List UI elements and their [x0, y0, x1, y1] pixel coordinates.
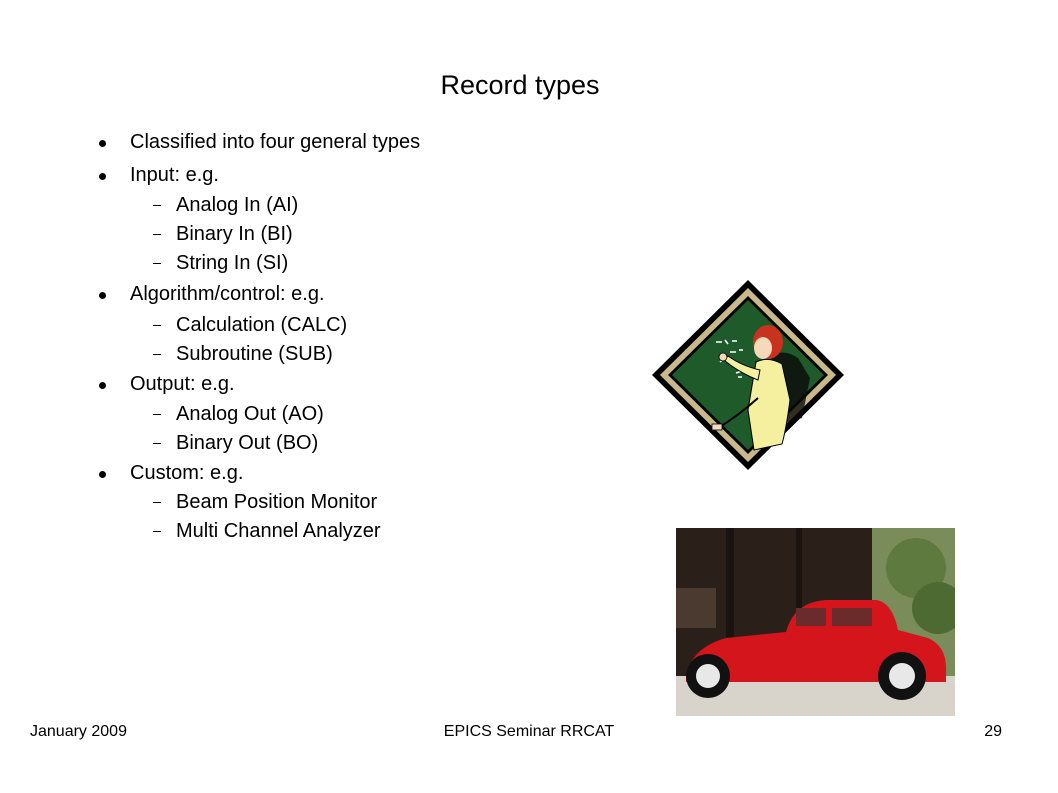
- sub-bullet-item: [176, 251, 288, 275]
- sub-bullet-item: [176, 193, 298, 217]
- sub-bullet-text: Multi Channel Analyzer: [176, 520, 381, 542]
- sub-bullet-item: [176, 431, 318, 455]
- slide-title: Record types: [440, 70, 600, 100]
- dash-icon: [153, 531, 161, 532]
- bullet-text: Algorithm/control: e.g.: [130, 283, 325, 305]
- sub-bullet-text: Analog Out (AO): [176, 403, 324, 425]
- bullet-dot-icon: [99, 471, 106, 478]
- footer-event: EPICS Seminar RRCAT: [443, 723, 615, 740]
- sub-bullet-text: Binary In (BI): [176, 223, 293, 245]
- sub-bullet-item: [176, 222, 293, 246]
- dash-icon: [153, 325, 161, 326]
- red-vintage-car-photo: [676, 528, 955, 716]
- sub-bullet-item: [176, 490, 377, 514]
- bullet-text: Output: e.g.: [130, 373, 235, 395]
- bullet-item: [130, 372, 235, 396]
- bullet-item: [130, 130, 420, 154]
- sub-bullet-text: String In (SI): [176, 252, 289, 274]
- teacher-at-chalkboard-icon: [650, 278, 846, 472]
- dash-icon: [153, 414, 161, 415]
- dash-icon: [153, 205, 161, 206]
- dash-icon: [153, 263, 161, 264]
- dash-icon: [153, 354, 161, 355]
- sub-bullet-item: [176, 313, 347, 337]
- bullet-item: [130, 163, 219, 187]
- sub-bullet-text: Analog In (AI): [176, 194, 299, 216]
- footer-date: January 2009: [30, 723, 127, 740]
- sub-bullet-text: Calculation (CALC): [176, 314, 348, 336]
- footer-page-number: 29: [984, 723, 1002, 740]
- sub-bullet-text: Binary Out (BO): [176, 432, 319, 454]
- dash-icon: [153, 502, 161, 503]
- sub-bullet-item: [176, 402, 324, 426]
- bullet-list: [0, 0, 620, 560]
- bullet-item: [130, 282, 325, 306]
- bullet-text: Classified into four general types: [130, 131, 421, 153]
- bullet-text: Input: e.g.: [130, 164, 219, 186]
- bullet-dot-icon: [99, 173, 106, 180]
- bullet-item: [130, 461, 243, 485]
- dash-icon: [153, 443, 161, 444]
- dash-icon: [153, 234, 161, 235]
- bullet-text: Custom: e.g.: [130, 462, 244, 484]
- sub-bullet-text: Beam Position Monitor: [176, 491, 378, 513]
- bullet-dot-icon: [99, 292, 106, 299]
- bullet-dot-icon: [99, 382, 106, 389]
- sub-bullet-item: [176, 519, 381, 543]
- bullet-dot-icon: [99, 140, 106, 147]
- sub-bullet-text: Subroutine (SUB): [176, 343, 333, 365]
- sub-bullet-item: [176, 342, 333, 366]
